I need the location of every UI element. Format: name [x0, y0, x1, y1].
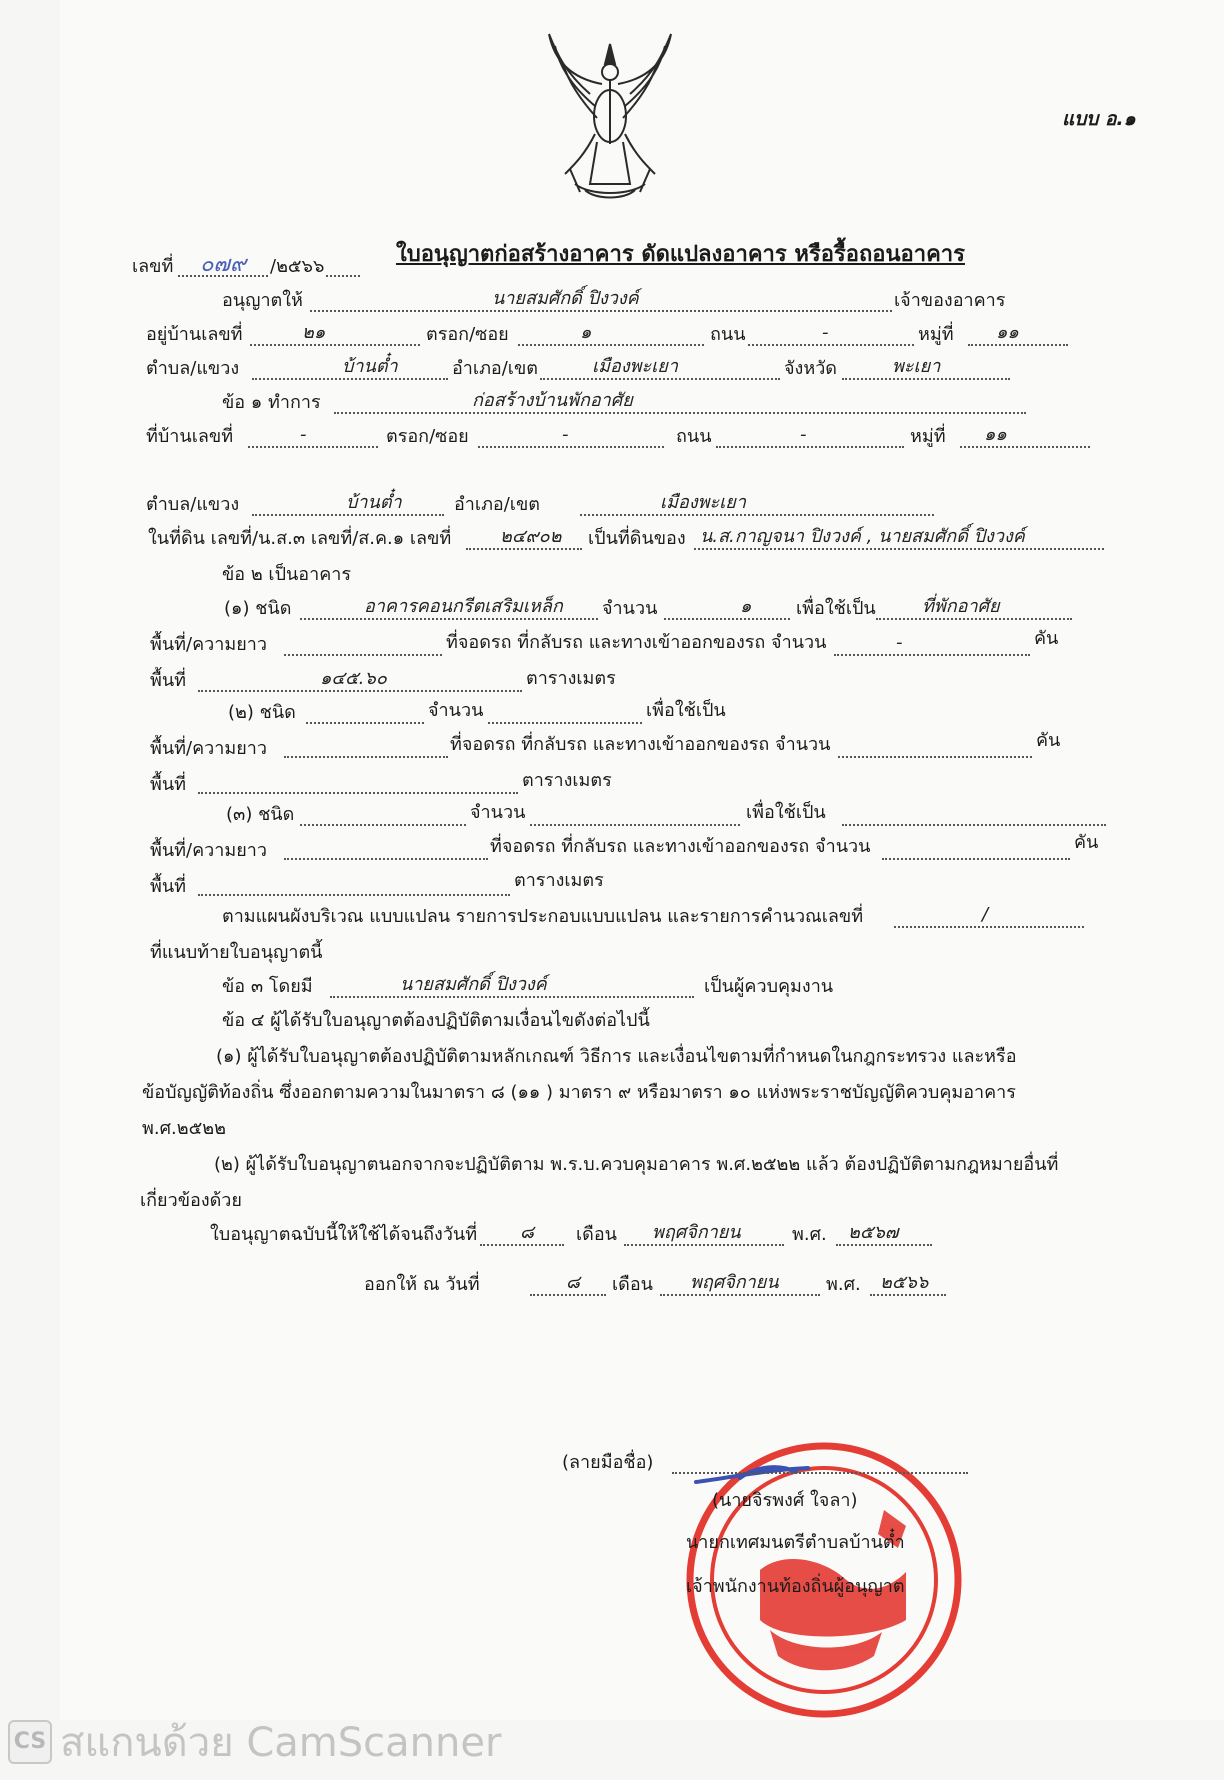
dotted-line: [748, 344, 914, 346]
site-district-label: อำเภอ/เขต: [454, 494, 540, 515]
form-code: แบบ อ.๑: [1062, 108, 1136, 130]
permit-no-year: /๒๕๖๖: [270, 256, 325, 277]
dotted-line: [842, 378, 1010, 380]
issued-month-label: เดือน: [612, 1274, 653, 1295]
area-label-2: พื้นที่: [150, 774, 187, 795]
use-1: ที่พักอาศัย: [922, 596, 1000, 617]
province: พะเยา: [892, 356, 941, 377]
item2-label: ข้อ ๒ เป็นอาคาร: [222, 564, 352, 585]
dotted-line: [580, 514, 934, 516]
site-moo: ๑๑: [984, 424, 1007, 445]
moo-label: หมู่ที่: [918, 324, 954, 345]
subdistrict-label: ตำบล/แขวง: [146, 358, 240, 379]
item4-label: ข้อ ๔ ผู้ได้รับใบอนุญาตต้องปฏิบัติตามเงื่อนไขดังต่อไปนี้: [222, 1010, 650, 1031]
dotted-line: [968, 344, 1068, 346]
dotted-line: [870, 1294, 946, 1296]
site-no: -: [300, 424, 307, 445]
site-alley-label: ตรอก/ซอย: [386, 426, 469, 447]
issued-label: ออกให้ ณ วันที่: [364, 1274, 480, 1295]
signature-dotted-line: [672, 1472, 968, 1474]
validity-label: ใบอนุญาตฉบับนี้ให้ใช้ได้จนถึงวันที่: [210, 1224, 478, 1245]
dotted-line: [488, 722, 642, 724]
signature-label: (ลายมือชื่อ): [562, 1452, 654, 1473]
validity-year-label: พ.ศ.: [792, 1224, 827, 1245]
item3-role: เป็นผู้ควบคุมงาน: [704, 976, 834, 997]
dotted-line: [306, 722, 424, 724]
condition-2-line-2: เกี่ยวข้องด้วย: [140, 1190, 242, 1211]
dotted-line: [882, 858, 1070, 860]
condition-1-line-3: พ.ศ.๒๕๒๒: [142, 1118, 226, 1139]
issued-year: ๒๕๖๖: [880, 1272, 929, 1293]
condition-2-line-1: (๒) ผู้ได้รับใบอนุญาตนอกจากจะปฏิบัติตาม พ.ร.บ.ควบคุมอาคาร พ.ศ.๒๕๒๒ แล้ว ต้องปฏิบัติตามกฎหมายอื่นที่: [214, 1154, 1059, 1175]
dotted-line: [284, 858, 488, 860]
permit-no-label: เลขที่: [132, 256, 174, 277]
site-subdistrict-label: ตำบล/แขวง: [146, 494, 240, 515]
site-no-label: ที่บ้านเลขที่: [146, 426, 234, 447]
land-label: ในที่ดิน เลขที่/น.ส.๓ เลขที่/ส.ค.๑ เลขที่: [148, 528, 452, 549]
car-unit-3: คัน: [1074, 832, 1099, 853]
qty-label-3: จำนวน: [470, 802, 526, 823]
site-road-label: ถนน: [676, 426, 712, 447]
dotted-line: [480, 1244, 564, 1246]
dotted-line: [198, 894, 510, 896]
dotted-line: [198, 690, 522, 692]
site-subdistrict: บ้านต๋ำ: [346, 492, 402, 513]
dotted-line: [478, 446, 664, 448]
dotted-line: [838, 756, 1032, 758]
validity-month-label: เดือน: [576, 1224, 617, 1245]
dotted-line: [960, 446, 1090, 448]
area-label-3: พื้นที่: [150, 876, 187, 897]
dotted-line: [518, 344, 704, 346]
subdistrict: บ้านต๋ำ: [342, 356, 398, 377]
dotted-line: [894, 926, 1084, 928]
validity-month: พฤศจิกายน: [652, 1222, 741, 1243]
area-len-label-3: พื้นที่/ความยาว: [150, 840, 267, 861]
province-label: จังหวัด: [784, 358, 837, 379]
sqm-3: ตารางเมตร: [514, 870, 604, 891]
road: -: [822, 322, 829, 343]
condition-1-line-2: ข้อบัญญัติท้องถิ่น ซึ่งออกตามความในมาตรา ๘ (๑๑ ) มาตรา ๙ หรือมาตรา ๑๐ แห่งพระราชบัญญัติควบคุมอาคาร: [142, 1082, 1016, 1103]
road-label: ถนน: [710, 324, 746, 345]
condition-1-line-1: (๑) ผู้ได้รับใบอนุญาตต้องปฏิบัติตามหลักเกณฑ์ วิธีการ และเงื่อนไขตามที่กำหนดในกฎกระทรวง และหรือ: [216, 1046, 1017, 1067]
dotted-line: [330, 996, 694, 998]
addr-no: ๒๑: [302, 322, 326, 343]
land-no: ๒๔๙๐๒: [500, 526, 562, 547]
owner-label: เจ้าของอาคาร: [894, 290, 1006, 311]
item1-value: ก่อสร้างบ้านพักอาศัย: [472, 390, 633, 411]
site-road: -: [800, 424, 807, 445]
plans-value: /: [982, 904, 989, 925]
dotted-line: [836, 1244, 932, 1246]
dotted-line: [842, 824, 1106, 826]
site-alley: -: [562, 424, 569, 445]
grant-label: อนุญาตให้: [222, 290, 303, 311]
parking-1: -: [896, 632, 903, 653]
dotted-line: [540, 378, 780, 380]
signer-position-2: เจ้าพนักงานท้องถิ่นผู้อนุญาต: [686, 1576, 905, 1597]
use-label-2: เพื่อใช้เป็น: [646, 700, 726, 721]
moo: ๑๑: [996, 322, 1019, 343]
dotted-line: [310, 310, 892, 312]
alley-label: ตรอก/ซอย: [426, 324, 509, 345]
validity-day: ๘: [520, 1222, 534, 1243]
dotted-line: [664, 618, 790, 620]
area-1: ๑๔๕.๖๐: [320, 668, 387, 689]
dotted-line: [530, 824, 740, 826]
dotted-line: [198, 792, 518, 794]
issued-day: ๘: [566, 1272, 580, 1293]
site-district: เมืองพะเยา: [660, 492, 746, 513]
parking-label-2: ที่จอดรถ ที่กลับรถ และทางเข้าออกของรถ จำนวน: [450, 734, 831, 755]
issued-month: พฤศจิกายน: [690, 1272, 779, 1293]
alley: ๑: [580, 322, 592, 343]
qty-label-1: จำนวน: [602, 598, 658, 619]
type-label-2: (๒) ชนิด: [228, 702, 296, 723]
land-owner: น.ส.กาญจนา ปิงวงค์ , นายสมศักดิ์ ปิงวงค์: [700, 526, 1025, 547]
dotted-line: [284, 756, 448, 758]
plans-text: ตามแผนผังบริเวณ แบบแปลน รายการประกอบแบบแปลน และรายการคำนวณเลขที่: [222, 906, 864, 927]
qty-label-2: จำนวน: [428, 700, 484, 721]
dotted-line: [876, 618, 1072, 620]
dotted-line: [334, 412, 1026, 414]
car-unit-1: คัน: [1034, 628, 1059, 649]
plans-attached: ที่แนบท้ายใบอนุญาตนี้: [150, 942, 323, 963]
dotted-line: [660, 1294, 820, 1296]
use-label-1: เพื่อใช้เป็น: [796, 598, 876, 619]
addr-no-label: อยู่บ้านเลขที่: [146, 324, 243, 345]
signer-name: (นายจิรพงศ์ ใจลา): [712, 1490, 858, 1511]
document-title: ใบอนุญาตก่อสร้างอาคาร ดัดแปลงอาคาร หรือรื้อถอนอาคาร: [396, 242, 965, 267]
dotted-line: [284, 654, 442, 656]
garuda-emblem-icon: [535, 24, 685, 204]
area-len-label-2: พื้นที่/ความยาว: [150, 738, 267, 759]
issued-year-label: พ.ศ.: [826, 1274, 861, 1295]
camscanner-watermark: สแกนด้วย CamScanner: [60, 1720, 502, 1766]
type-label-3: (๓) ชนิด: [226, 804, 295, 825]
sqm-1: ตารางเมตร: [526, 668, 616, 689]
use-label-3: เพื่อใช้เป็น: [746, 802, 826, 823]
land-owner-label: เป็นที่ดินของ: [588, 528, 686, 549]
item3-name: นายสมศักดิ์ ปิงวงค์: [400, 974, 547, 995]
dotted-line: [530, 1294, 606, 1296]
item1-label: ข้อ ๑ ทำการ: [222, 392, 321, 413]
car-unit-2: คัน: [1036, 730, 1061, 751]
type-label-1: (๑) ชนิด: [224, 598, 292, 619]
dotted-line: [834, 654, 1030, 656]
dotted-line: [248, 446, 378, 448]
district-label: อำเภอ/เขต: [452, 358, 538, 379]
camscanner-logo-icon: CS: [8, 1720, 52, 1764]
validity-year: ๒๕๖๗: [848, 1222, 899, 1243]
signer-position-1: นายกเทศมนตรีตำบลบ้านต๋ำ: [686, 1532, 905, 1553]
item3-label: ข้อ ๓ โดยมี: [222, 976, 313, 997]
grant-name: นายสมศักดิ์ ปิงวงค์: [492, 288, 639, 309]
dotted-line: [300, 618, 598, 620]
dotted-line: [250, 344, 420, 346]
type-1: อาคารคอนกรีตเสริมเหล็ก: [364, 596, 563, 617]
sqm-2: ตารางเมตร: [522, 770, 612, 791]
dotted-line: [300, 824, 466, 826]
site-moo-label: หมู่ที่: [910, 426, 946, 447]
area-label-1: พื้นที่: [150, 670, 187, 691]
parking-label-1: ที่จอดรถ ที่กลับรถ และทางเข้าออกของรถ จำนวน: [446, 632, 827, 653]
permit-no-handwritten: ๐๗๙: [200, 252, 247, 277]
dotted-line: [252, 378, 448, 380]
dotted-line: [252, 514, 444, 516]
dotted-line: [716, 446, 904, 448]
dotted-line: [466, 548, 582, 550]
district: เมืองพะเยา: [592, 356, 678, 377]
area-len-label-1: พื้นที่/ความยาว: [150, 634, 267, 655]
parking-label-3: ที่จอดรถ ที่กลับรถ และทางเข้าออกของรถ จำนวน: [490, 836, 871, 857]
qty-1: ๑: [740, 596, 752, 617]
dotted-line: [694, 548, 1104, 550]
dotted-line: [624, 1244, 784, 1246]
